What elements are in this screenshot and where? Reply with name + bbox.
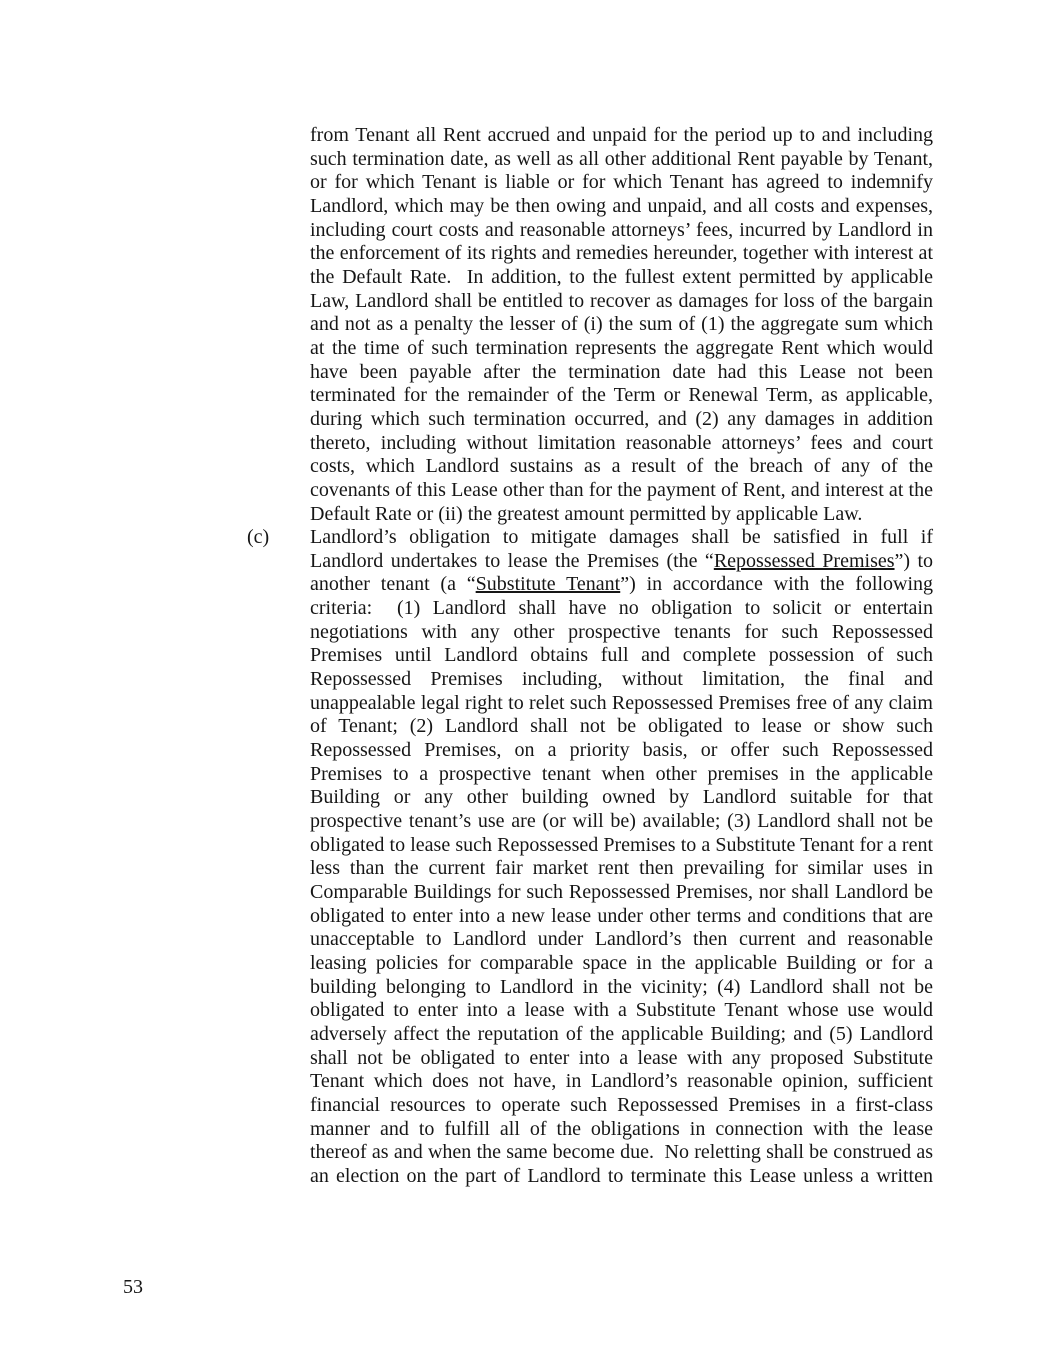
clause-c-label: (c)	[247, 526, 270, 549]
clause-c-text-3: ”) in accordance with the following criteria: (1) Landlord shall have no obligation to solicit or entertain negotiations with any other prospective tenants for such Repossessed Premises until Landlord obtains full and complete possession of such Repossessed Premises including, without limitation, the final and unappealable legal right to relet such Repossessed Premises free of any claim of Tenant; (2) Landlord shall not be obligated to lease or show such Repossessed Premises, on a priority basis, or offer such Repossessed Premises to a prospective tenant when other premises in the applicable Building or any other building owned by Landlord suitable for that prospective tenant’s use are (or will be) available; (3) Landlord shall not be obligated to lease such Repossessed Premises to a Substitute Tenant for a rent less than the current fair market rent then prevailing for similar uses in Comparable Buildings for such Repossessed Premises, nor shall Landlord be obligated to enter into a new lease under other terms and conditions that are unacceptable to Landlord under Landlord’s then current and reasonable leasing policies for comparable space in the applicable Building or for a building belonging to Landlord in the vicinity; (4) Landlord shall not be obligated to enter into a lease with a Substitute Tenant whose use would adversely affect the reputation of the applicable Building; and (5) Landlord shall not be obligated to enter into a lease with any proposed Substitute Tenant which does not have, in Landlord’s reasonable opinion, sufficient financial resources to operate such Repossessed Premises in a first-class manner and to fulfill all of the obligations in connection with the lease thereof as and when the same become due. No reletting shall be construed as an election on the part of Landlord to terminate this Lease unless a written	[310, 573, 933, 1187]
defined-term-substitute-tenant: Substitute Tenant	[475, 573, 621, 596]
clause-c-text-2: ”) to another tenant (a “	[310, 549, 934, 596]
clause-c-text-1: Landlord’s obligation to mitigate damages shall be satisfied in full if Landlord undertakes to lease the Premises (the “	[310, 526, 933, 572]
body-text-continuation	[310, 124, 933, 526]
document-text-block	[247, 124, 934, 1189]
clause-c-paragraph	[247, 526, 934, 1188]
page-number: 53	[123, 1276, 143, 1298]
defined-term-repossessed-premises: Repossessed Premises	[713, 549, 895, 572]
continuation-text: from Tenant all Rent accrued and unpaid for the period up to and including such termination date, as well as all other additional Rent payable by Tenant, or for which Tenant is liable or for which Tenant has agreed to indemnify Landlord, which may be then owing and unpaid, and all costs and expenses, including court costs and reasonable attorneys’ fees, incurred by Landlord in the enforcement of its rights and remedies hereunder, together with interest at the Default Rate. In addition, to the fullest extent permitted by applicable Law, Landlord shall be entitled to recover as damages for loss of the bargain and not as a penalty the lesser of (i) the sum of (1) the aggregate sum which at the time of such termination represents the aggregate Rent which would have been payable after the termination date had this Lease not been terminated for the remainder of the Term or Renewal Term, as applicable, during which such termination occurred, and (2) any damages in addition thereto, including without limitation reasonable attorneys’ fees and court costs, which Landlord sustains as a result of the breach of any of the covenants of this Lease other than for the payment of Rent, and interest at the Default Rate or (ii) the greatest amount permitted by applicable Law.	[310, 124, 933, 525]
